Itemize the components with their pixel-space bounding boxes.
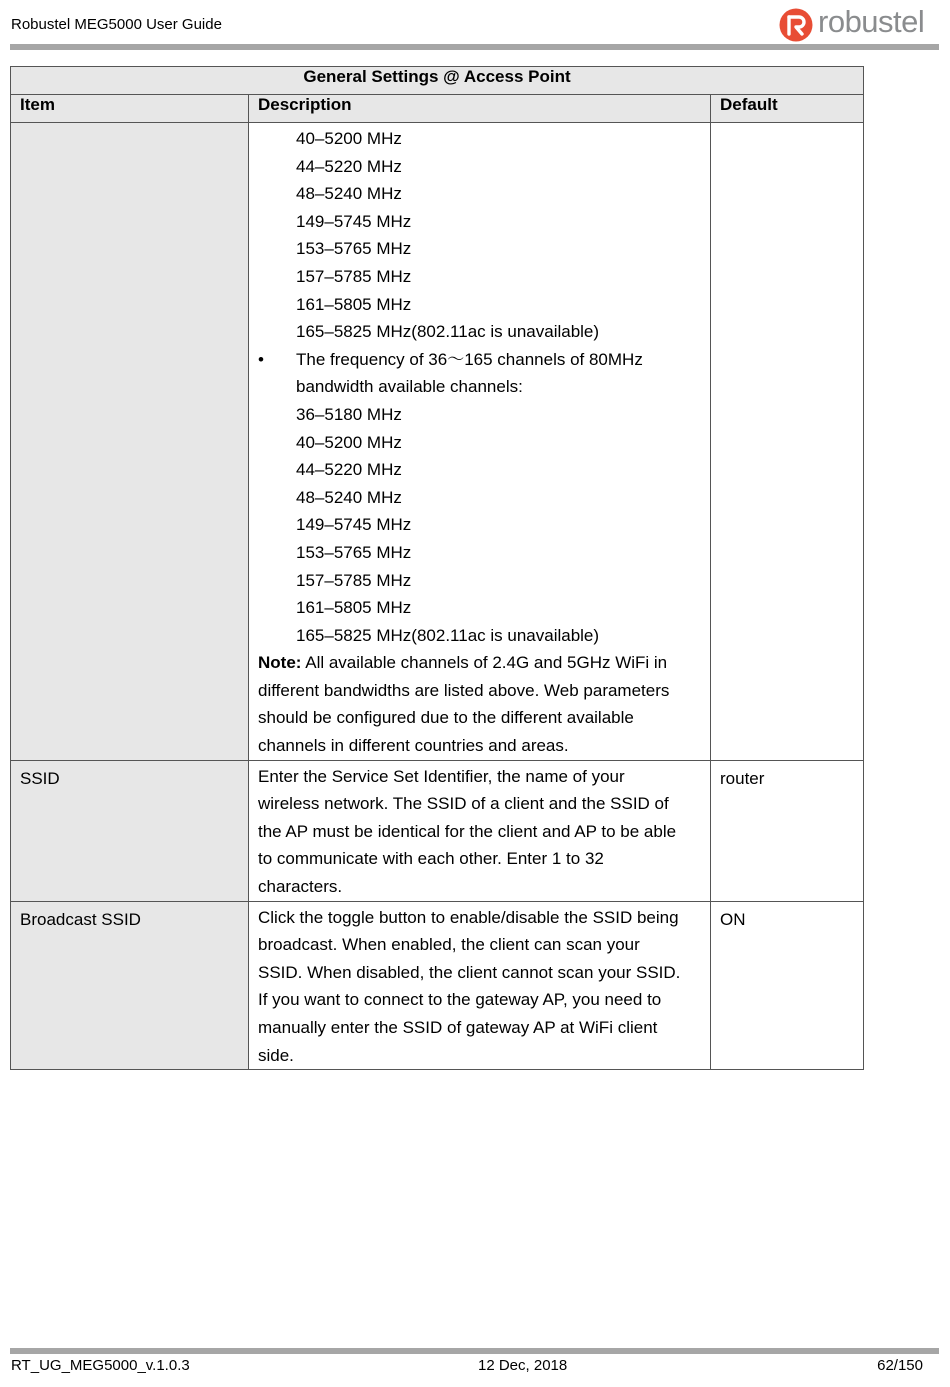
description-line: broadcast. When enabled, the client can scan your bbox=[258, 935, 640, 955]
description-line: manually enter the SSID of gateway AP at WiFi client bbox=[258, 1018, 658, 1037]
channel-line: 153–5765 MHz bbox=[296, 542, 412, 562]
channel-line: 165–5825 MHz(802.11ac is unavailable) bbox=[296, 625, 600, 645]
description-line: wireless network. The SSID of a client and the SSID of bbox=[258, 794, 669, 814]
header-title: Robustel MEG5000 User Guide bbox=[11, 16, 222, 33]
table-title: General Settings @ Access Point bbox=[11, 67, 864, 95]
bullet-item bbox=[258, 346, 702, 401]
description-line: the AP must be identical for the client and AP to be able bbox=[258, 821, 677, 841]
general-settings-table bbox=[10, 66, 864, 1070]
channel-line: 48–5240 MHz bbox=[296, 184, 402, 204]
channel-line: 157–5785 MHz bbox=[296, 570, 412, 590]
channel-line: 149–5745 MHz bbox=[296, 515, 412, 535]
footer-rule bbox=[10, 1348, 939, 1354]
footer-page-number: 62/150 bbox=[877, 1357, 923, 1374]
table-row bbox=[11, 901, 864, 1070]
channel-line: 48–5240 MHz bbox=[296, 487, 402, 507]
column-header-default: Default bbox=[711, 95, 864, 123]
bullet-line: The frequency of 36～165 channels of 80MHz bbox=[296, 349, 643, 369]
note-text: All available channels of 2.4G and 5GHz WiFi in bbox=[301, 653, 668, 673]
note-line: should be configured due to the different available bbox=[258, 708, 634, 728]
channel-line: 44–5220 MHz bbox=[296, 156, 402, 176]
channel-line: 165–5825 MHz(802.11ac is unavailable) bbox=[296, 322, 600, 342]
footer-doc-id: RT_UG_MEG5000_v.1.0.3 bbox=[11, 1357, 190, 1374]
description-line: Enter the Service Set Identifier, the name of your bbox=[258, 766, 625, 786]
item-cell bbox=[11, 123, 249, 761]
note-line: different bandwidths are listed above. Web parameters bbox=[258, 680, 670, 700]
description-line: characters. bbox=[258, 877, 343, 897]
channel-line: 44–5220 MHz bbox=[296, 460, 402, 480]
description-line: Click the toggle button to enable/disable the SSID being bbox=[258, 907, 679, 927]
description-cell bbox=[249, 901, 711, 1070]
column-header-item: Item bbox=[11, 95, 249, 123]
channel-line: 157–5785 MHz bbox=[296, 266, 412, 286]
description-line: If you want to connect to the gateway AP, you need to bbox=[258, 990, 662, 1010]
description-cell bbox=[249, 123, 711, 761]
table-row bbox=[11, 123, 864, 761]
channel-line: 40–5200 MHz bbox=[296, 432, 402, 452]
channel-line: 153–5765 MHz bbox=[296, 239, 412, 259]
table-title-row bbox=[11, 67, 864, 95]
channel-line: 161–5805 MHz bbox=[296, 294, 412, 314]
channel-line: 40–5200 MHz bbox=[296, 129, 402, 148]
default-cell: router bbox=[711, 760, 864, 901]
column-header-row bbox=[11, 95, 864, 123]
footer-date: 12 Dec, 2018 bbox=[478, 1357, 568, 1374]
description-line: to communicate with each other. Enter 1 to 32 bbox=[258, 849, 604, 869]
default-cell bbox=[711, 123, 864, 761]
item-cell-ssid: SSID bbox=[11, 760, 249, 901]
channel-line: 161–5805 MHz bbox=[296, 598, 412, 618]
item-cell-broadcast-ssid: Broadcast SSID bbox=[11, 901, 249, 1070]
channel-line: 149–5745 MHz bbox=[296, 211, 412, 231]
description-line: side. bbox=[258, 1045, 294, 1065]
bullet-line: bandwidth available channels: bbox=[296, 377, 523, 397]
description-line: SSID. When disabled, the client cannot scan your SSID. bbox=[258, 962, 681, 982]
default-cell: ON bbox=[711, 901, 864, 1070]
column-header-description: Description bbox=[249, 95, 711, 123]
robustel-logo-icon bbox=[778, 7, 814, 43]
robustel-logo bbox=[778, 6, 934, 44]
note-line bbox=[258, 649, 702, 677]
description-cell bbox=[249, 760, 711, 901]
header-rule bbox=[10, 44, 939, 50]
robustel-logo-text: robustel bbox=[818, 4, 925, 39]
bullet-icon: • bbox=[258, 349, 264, 369]
table-row bbox=[11, 760, 864, 901]
note-line: channels in different countries and areas. bbox=[258, 736, 569, 756]
channel-line: 36–5180 MHz bbox=[296, 404, 402, 424]
note-label: Note: bbox=[258, 653, 302, 673]
